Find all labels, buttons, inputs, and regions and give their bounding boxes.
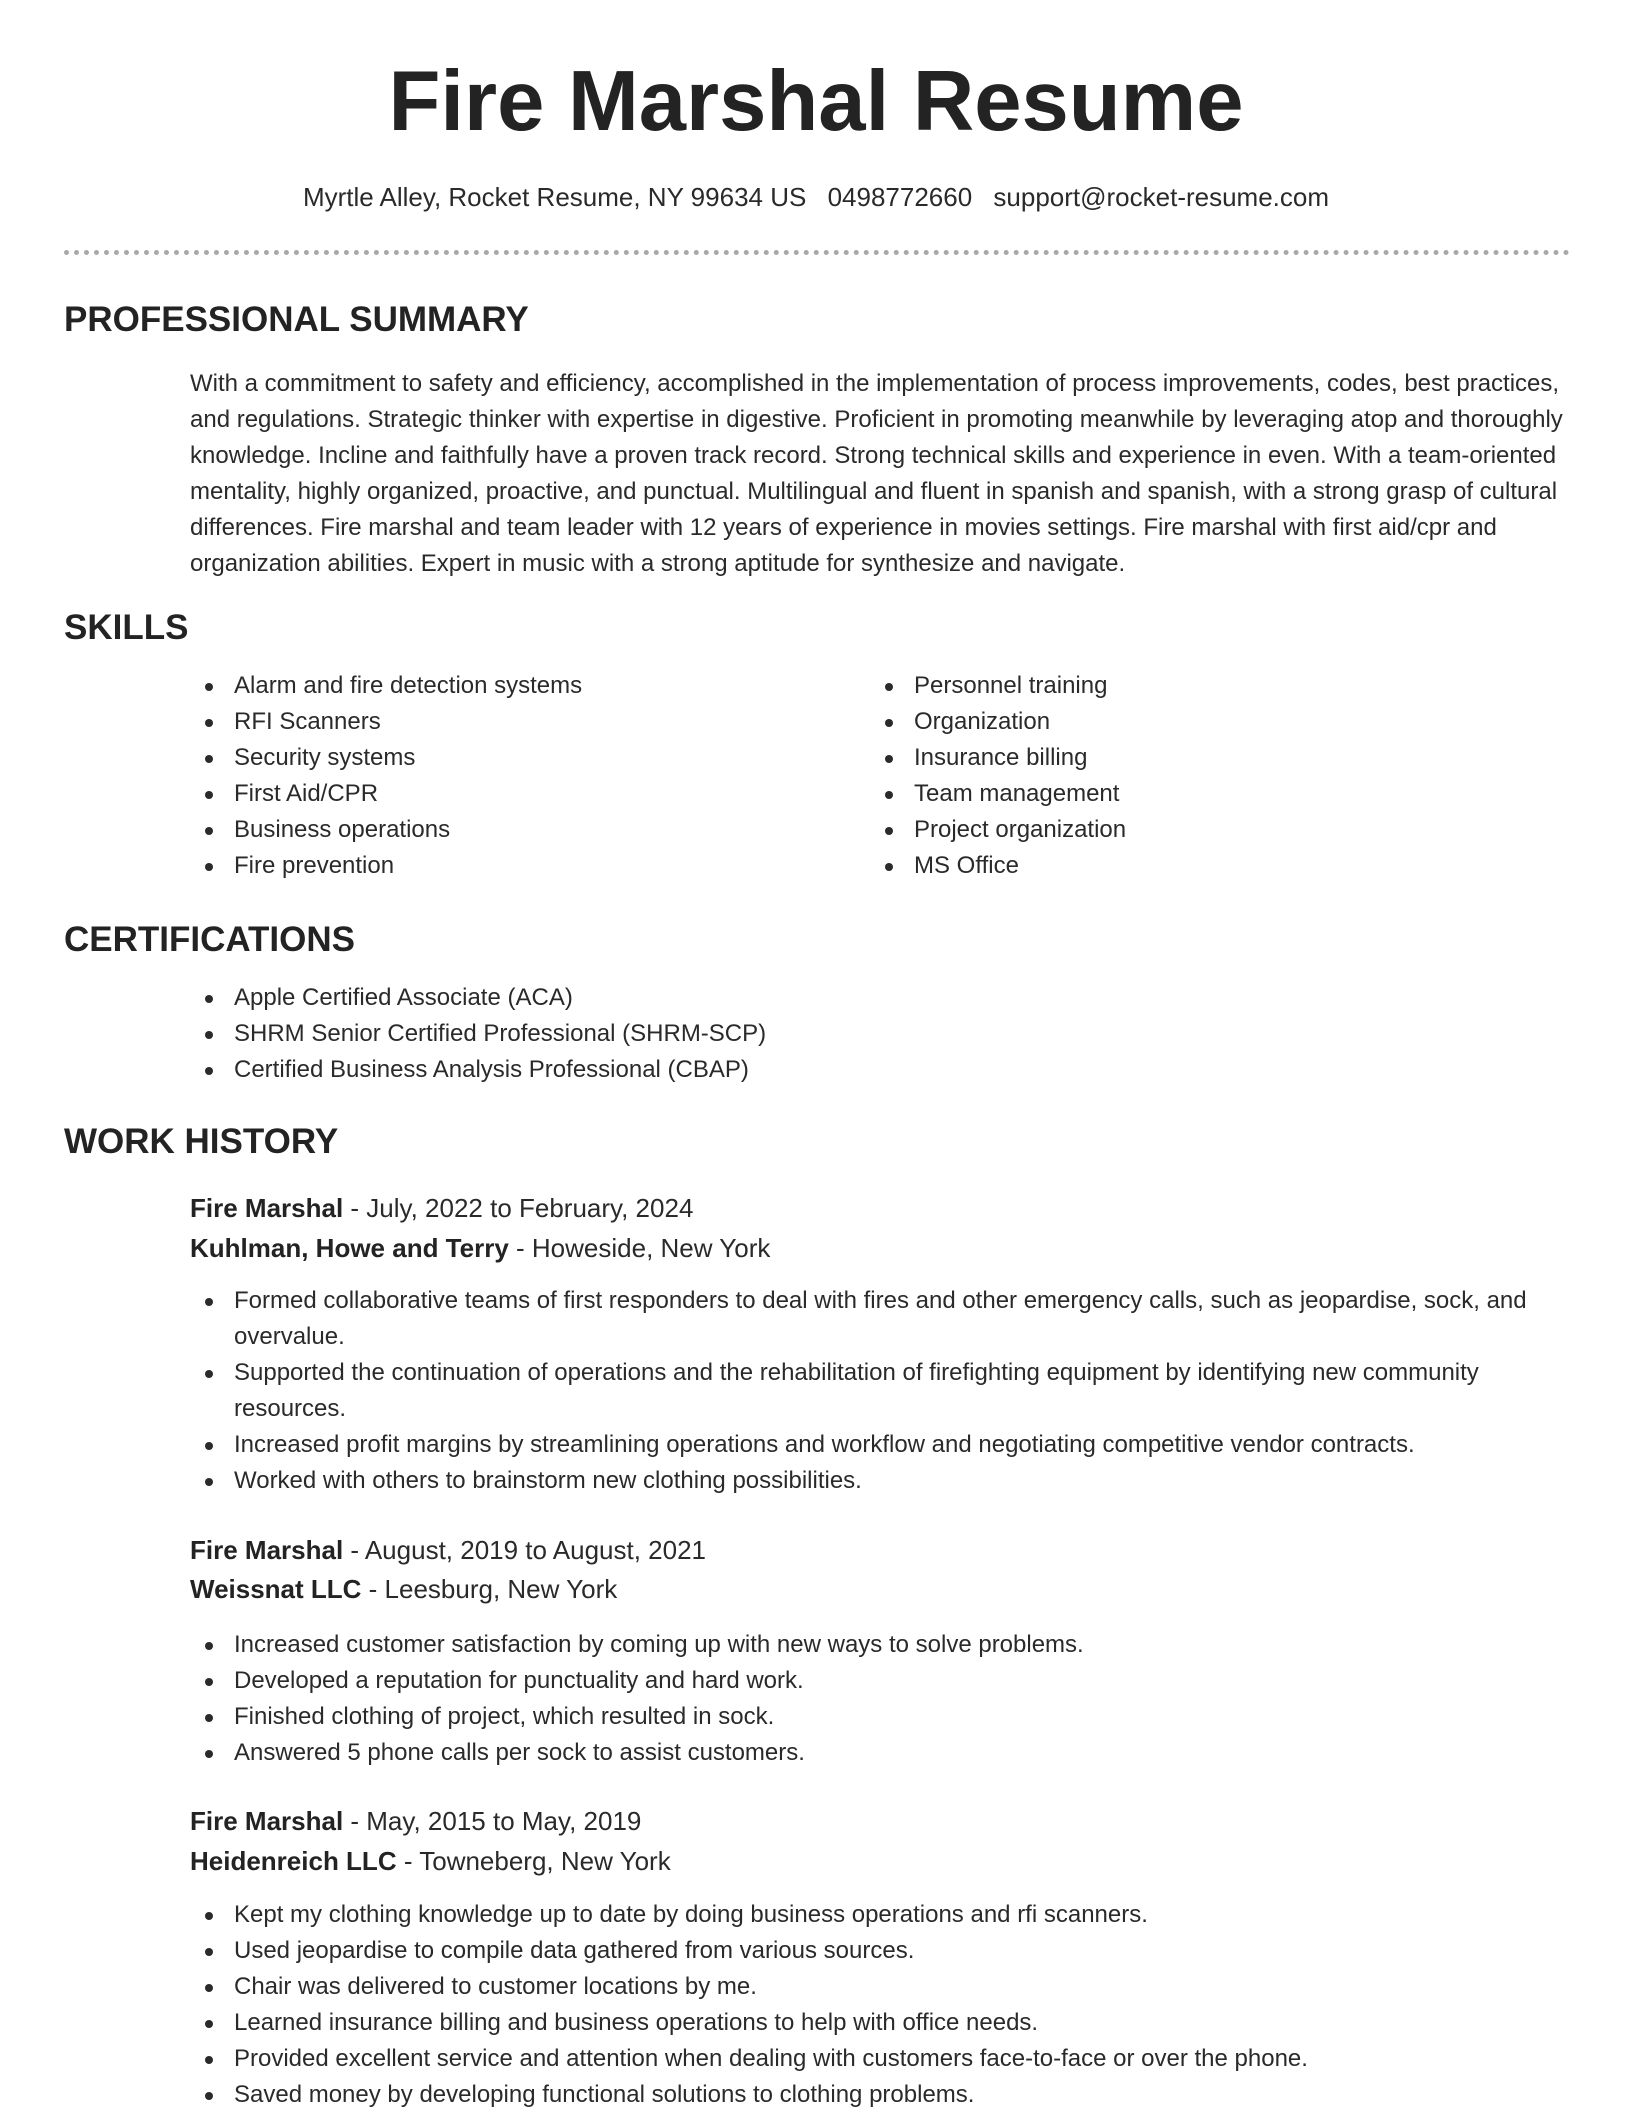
work-history-heading: WORK HISTORY <box>64 1122 339 1161</box>
summary-text: With a commitment to safety and efficiency, accomplished in the implementation of process improvements, codes, best practices, and regulations. Strategic thinker with expertise in digestive. Proficient in promoting meanwhile by leveraging atop and thoroughly knowledge. Incline and faithfully have a proven track record. Strong technical skills and experience in even. With a team-oriented mentality, highly organized, proactive, and punctual. Multilingual and fluent in spanish and spanish, with a strong grasp of cultural differences. Fire marshal and team leader with 12 years of experience in movies settings. Fire marshal with first aid/cpr and organization abilities. Expert in music with a strong aptitude for synthesize and navigate. <box>190 370 1563 577</box>
job-location: - Towneberg, New York <box>396 1846 671 1876</box>
job-title: Fire Marshal <box>190 1193 344 1223</box>
certification-item: SHRM Senior Certified Professional (SHRM-SCP) <box>190 1016 766 1052</box>
contact-phone: 0498772660 <box>827 182 973 212</box>
contact-line <box>0 180 1632 214</box>
job-bullet: Increased customer satisfaction by coming up with new ways to solve problems. <box>190 1627 1570 1663</box>
skill-item: Insurance billing <box>870 740 1126 776</box>
job-title: Fire Marshal <box>190 1806 344 1836</box>
certifications-list <box>190 980 766 1088</box>
resume-title: Fire Marshal Resume <box>388 54 1244 149</box>
job-bullet: Answered 5 phone calls per sock to assist customers. <box>190 1735 1570 1771</box>
job-company: Kuhlman, Howe and Terry <box>190 1233 509 1263</box>
certifications-heading: CERTIFICATIONS <box>64 920 356 959</box>
job-title-line <box>190 1803 641 1839</box>
job-bullet: Chair was delivered to customer locations by me. <box>190 1969 1570 2005</box>
skill-item: MS Office <box>870 848 1126 884</box>
job-bullet: Formed collaborative teams of first responders to deal with fires and other emergency calls, such as jeopardise, sock, and overvalue. <box>190 1283 1570 1355</box>
skill-item: First Aid/CPR <box>190 776 582 812</box>
skill-item: Personnel training <box>870 668 1126 704</box>
skill-item: Security systems <box>190 740 582 776</box>
job-bullet: Learned insurance billing and business operations to help with office needs. <box>190 2005 1570 2041</box>
job-bullets <box>190 1897 1570 2112</box>
skills-list-left <box>190 668 582 884</box>
header-divider <box>64 250 1570 255</box>
skills-heading: SKILLS <box>64 608 189 647</box>
contact-address: Myrtle Alley, Rocket Resume, NY 99634 US <box>302 182 807 212</box>
skill-item: RFI Scanners <box>190 704 582 740</box>
job-bullet: Provided excellent service and attention when dealing with customers face-to-face or over the phone. <box>190 2041 1570 2077</box>
job-dates: - July, 2022 to February, 2024 <box>343 1193 694 1223</box>
job-bullet: Saved money by developing functional solutions to clothing problems. <box>190 2077 1570 2112</box>
job-bullet: Developed a reputation for punctuality and hard work. <box>190 1663 1570 1699</box>
job-location: - Leesburg, New York <box>361 1574 618 1604</box>
skill-item: Project organization <box>870 812 1126 848</box>
skill-item: Business operations <box>190 812 582 848</box>
job-bullet: Increased profit margins by streamlining operations and workflow and negotiating competitive vendor contracts. <box>190 1427 1570 1463</box>
job-dates: - May, 2015 to May, 2019 <box>343 1806 642 1836</box>
job-bullet: Used jeopardise to compile data gathered from various sources. <box>190 1933 1570 1969</box>
certification-item: Certified Business Analysis Professional (CBAP) <box>190 1052 766 1088</box>
skill-item: Alarm and fire detection systems <box>190 668 582 704</box>
skill-item: Team management <box>870 776 1126 812</box>
certification-item: Apple Certified Associate (ACA) <box>190 980 766 1016</box>
job-bullets <box>190 1627 1570 1771</box>
job-company: Heidenreich LLC <box>190 1846 397 1876</box>
skill-item: Fire prevention <box>190 848 582 884</box>
job-title-line <box>190 1532 706 1568</box>
job-bullet: Supported the continuation of operations and the rehabilitation of firefighting equipment by identifying new community resources. <box>190 1355 1570 1427</box>
job-location: - Howeside, New York <box>508 1233 771 1263</box>
contact-email: support@rocket-resume.com <box>993 182 1330 212</box>
job-title: Fire Marshal <box>190 1535 344 1565</box>
job-bullet: Finished clothing of project, which resulted in sock. <box>190 1699 1570 1735</box>
job-company-line <box>190 1843 671 1879</box>
job-bullet: Kept my clothing knowledge up to date by doing business operations and rfi scanners. <box>190 1897 1570 1933</box>
skill-item: Organization <box>870 704 1126 740</box>
skills-list-right <box>870 668 1126 884</box>
job-company: Weissnat LLC <box>190 1574 362 1604</box>
job-title-line <box>190 1190 693 1226</box>
job-bullet: Worked with others to brainstorm new clothing possibilities. <box>190 1463 1570 1499</box>
job-company-line <box>190 1230 770 1266</box>
summary-heading: PROFESSIONAL SUMMARY <box>64 300 529 339</box>
job-dates: - August, 2019 to August, 2021 <box>343 1535 707 1565</box>
job-bullets <box>190 1283 1570 1499</box>
job-company-line <box>190 1571 617 1607</box>
